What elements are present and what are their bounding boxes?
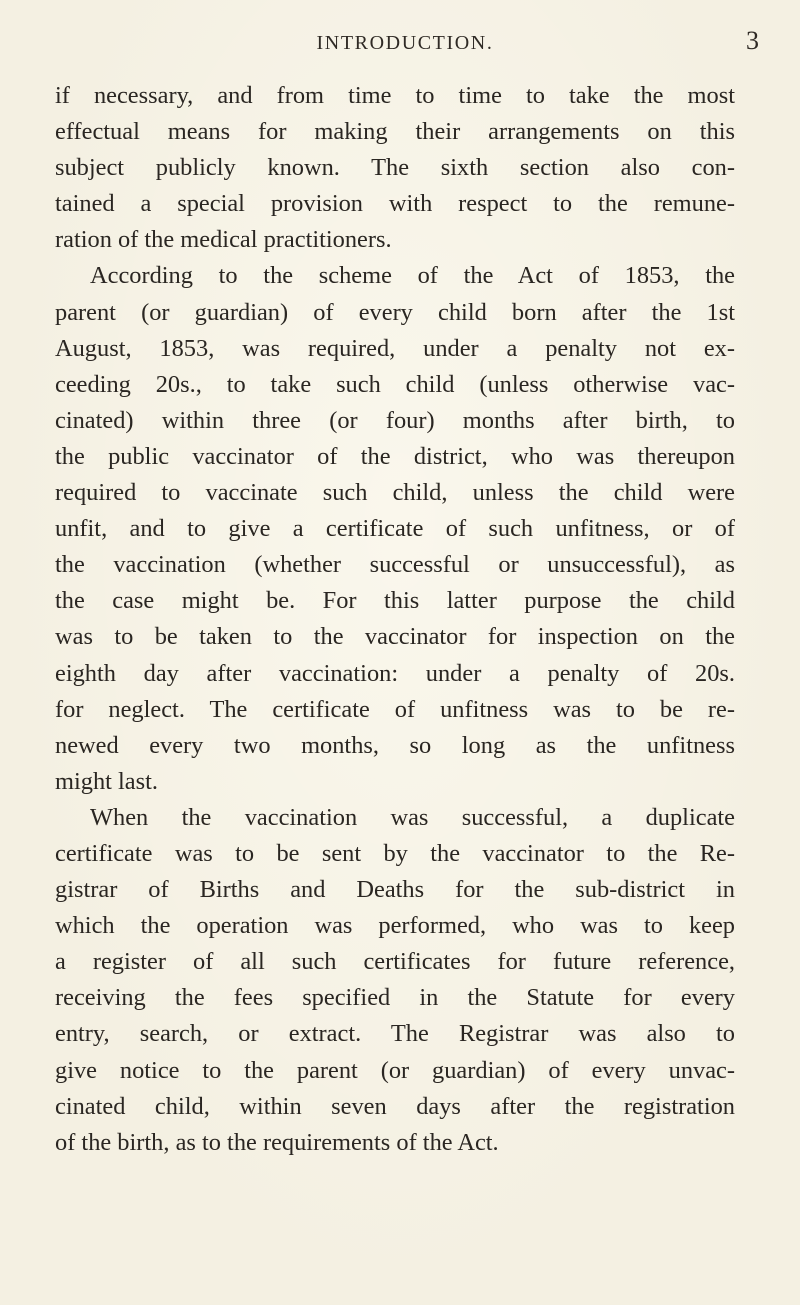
text-line: the public vaccinator of the district, who was thereupon [55, 442, 735, 470]
text-line: receiving the fees specified in the Statute for every [55, 984, 735, 1012]
text-line: cinated) within three (or four) months after birth, to [55, 406, 735, 434]
text-line: ration of the medical practitioners. [55, 226, 392, 254]
text-line: if necessary, and from time to time to take the most [55, 82, 735, 109]
text-line: certificate was to be sent by the vaccinator to the Re- [55, 839, 735, 867]
text-line: newed every two months, so long as the unfitness [55, 731, 735, 759]
text-line: a register of all such certificates for future reference, [55, 948, 735, 976]
text-line: gistrar of Births and Deaths for the sub-district in [55, 876, 735, 904]
text-line: eighth day after vaccination: under a penalty of 20s. [55, 659, 735, 687]
text-line: ceeding 20s., to take such child (unless otherwise vac- [55, 370, 735, 398]
text-line: effectual means for making their arrangements on this [55, 118, 735, 146]
text-line: According to the scheme of the Act of 1853, the [90, 262, 735, 290]
running-head [55, 24, 759, 64]
text-line: was to be taken to the vaccinator for inspection on the [55, 623, 735, 651]
text-line: tained a special provision with respect to the remune- [55, 190, 735, 218]
text-line: subject publicly known. The sixth section also con- [55, 154, 735, 182]
text-line: When the vaccination was successful, a duplicate [90, 803, 735, 831]
text-line: might last. [55, 767, 158, 795]
text-line: the case might be. For this latter purpose the child [55, 587, 735, 615]
text-line: August, 1853, was required, under a penalty not ex- [55, 334, 735, 362]
chapter-title: INTRODUCTION. [316, 32, 494, 54]
body-text [55, 78, 735, 1161]
text-line: for neglect. The certificate of unfitness was to be re- [55, 695, 735, 723]
text-line: cinated child, within seven days after the registration [55, 1092, 735, 1120]
text-line: of the birth, as to the requirements of the Act. [55, 1128, 499, 1156]
text-line: unfit, and to give a certificate of such unfitness, or of [55, 515, 735, 543]
text-line: give notice to the parent (or guardian) of every unvac- [55, 1056, 735, 1084]
text-line: parent (or guardian) of every child born after the 1st [55, 298, 735, 326]
page-number: 3 [746, 26, 759, 55]
text-line: entry, search, or extract. The Registrar was also to [55, 1020, 735, 1048]
text-line: the vaccination (whether successful or unsuccessful), as [55, 551, 735, 579]
text-line: required to vaccinate such child, unless the child were [55, 479, 735, 507]
text-line: which the operation was performed, who was to keep [55, 912, 735, 940]
